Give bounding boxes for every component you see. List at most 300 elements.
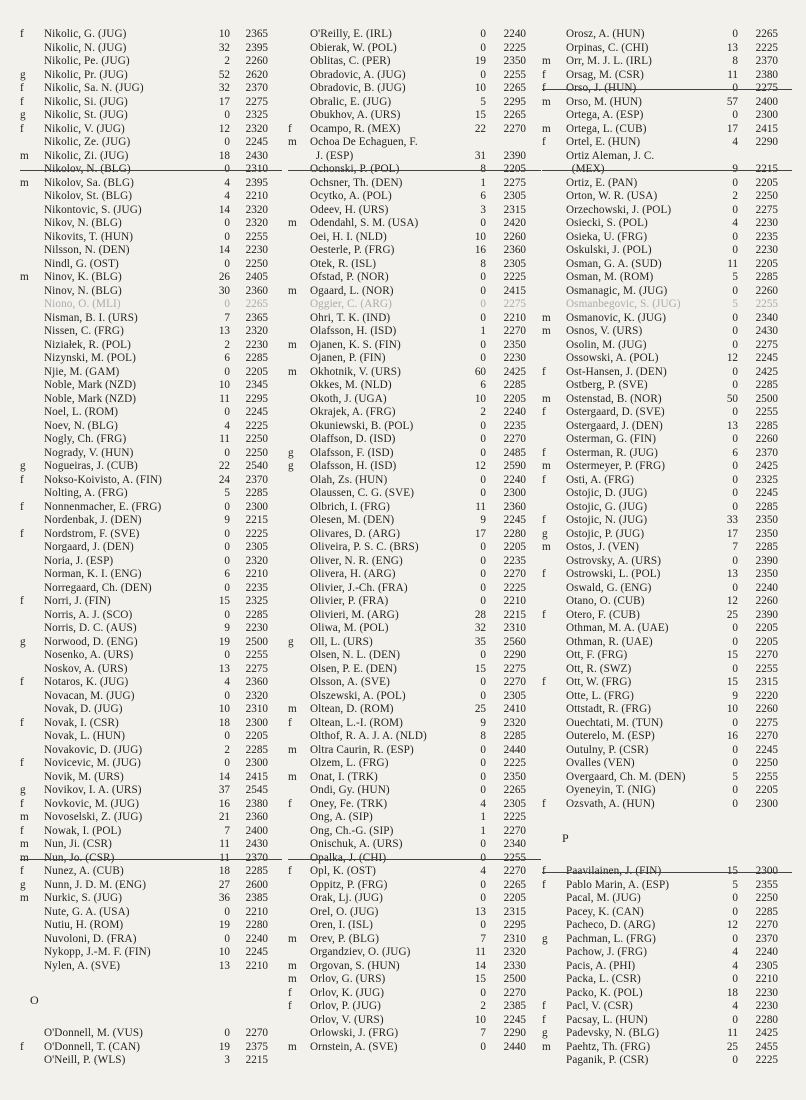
player-name: Nikolic, G. (JUG): [44, 28, 127, 40]
games-count: 0: [732, 109, 738, 121]
player-name: Novakovic, D. (JUG): [44, 743, 143, 756]
player-row: [20, 82, 282, 96]
games-count: 0: [732, 905, 738, 918]
player-row: [288, 96, 541, 110]
games-count: 11: [219, 392, 230, 405]
elo-rating: 2285: [245, 352, 268, 364]
elo-rating: 2500: [245, 635, 268, 648]
player-name: Ogaard, L. (NOR): [310, 284, 394, 297]
title-code: m: [288, 959, 297, 972]
player-name: O'Donnell, M. (VUS): [44, 1027, 144, 1039]
title-code: f: [542, 676, 546, 688]
player-name: Onat, I. (TRK): [310, 770, 378, 783]
player-row: [288, 312, 541, 326]
elo-rating: 2245: [245, 136, 268, 148]
title-code: m: [288, 365, 297, 378]
elo-rating: 2230: [755, 986, 778, 999]
player-row: [20, 757, 282, 771]
player-name: Novoselski, Z. (JUG): [44, 811, 143, 823]
title-code: g: [20, 784, 26, 796]
elo-rating: 2275: [755, 203, 778, 216]
elo-rating: 2240: [503, 28, 526, 40]
elo-rating: 2295: [503, 919, 526, 931]
games-count: 7: [224, 311, 230, 324]
player-name: Ostojic, P. (JUG): [566, 527, 645, 540]
elo-rating: 2285: [755, 905, 778, 918]
elo-rating: 2620: [245, 68, 268, 81]
player-name: Nikolic, Sa. N. (JUG): [44, 82, 144, 94]
elo-rating: 2415: [503, 284, 526, 297]
games-count: 25: [726, 1040, 738, 1053]
player-name: (MEX): [566, 163, 605, 175]
games-count: 6: [732, 446, 738, 459]
games-count: 8: [732, 55, 738, 67]
player-name: Ochoa De Echaguen, F.: [310, 136, 418, 148]
elo-rating: 2225: [503, 811, 526, 823]
player-row: [288, 730, 541, 744]
player-row: [542, 987, 792, 1001]
elo-rating: 2220: [755, 689, 778, 702]
elo-rating: 2545: [245, 784, 268, 796]
games-count: 13: [218, 662, 230, 675]
player-name: Olivares, D. (ARG): [310, 527, 401, 540]
player-row: [288, 757, 541, 771]
games-count: 0: [224, 581, 230, 594]
player-name: Orso, J. (HUN): [566, 82, 637, 94]
games-count: 0: [732, 176, 738, 189]
elo-rating: 2210: [503, 595, 526, 607]
player-name: Oblitas, C. (PER): [310, 55, 391, 67]
games-count: 0: [224, 689, 230, 702]
player-name: Oll, L. (URS): [310, 635, 373, 648]
player-name: Ninov, N. (BLG): [44, 284, 122, 297]
games-count: 10: [218, 28, 230, 40]
title-code: m: [288, 136, 297, 148]
games-count: 0: [224, 608, 230, 621]
player-row: [288, 420, 541, 434]
title-code: f: [20, 527, 24, 540]
elo-rating: 2300: [245, 757, 268, 769]
player-row: [288, 879, 541, 893]
player-name: Osnos, V. (URS): [566, 325, 643, 337]
player-row: [288, 595, 541, 609]
games-count: 0: [224, 1027, 230, 1039]
games-count: 6: [480, 379, 486, 391]
player-row: [542, 973, 792, 987]
player-row: [542, 946, 792, 960]
player-row: [542, 406, 792, 420]
player-name: Packa, L. (CSR): [566, 973, 641, 985]
games-count: 0: [732, 1013, 738, 1026]
games-count: 0: [732, 487, 738, 499]
player-row: [542, 879, 792, 893]
elo-rating: 2295: [503, 95, 526, 108]
games-count: 7: [224, 824, 230, 837]
player-name: Olivier, P. (FRA): [310, 595, 389, 607]
player-name: Packo, K. (POL): [566, 986, 643, 999]
games-count: 0: [480, 878, 486, 891]
games-count: 4: [224, 676, 230, 688]
player-name: Novak, I. (CSR): [44, 716, 119, 729]
player-row: [288, 69, 541, 83]
player-name: Paehtz, Th. (FRG): [566, 1040, 651, 1053]
player-name: Pacheco, D. (ARG): [566, 919, 656, 931]
elo-rating: 2370: [245, 473, 268, 486]
elo-rating: 2230: [755, 217, 778, 229]
title-code: m: [288, 284, 297, 297]
player-name: Ohri, T. K. (IND): [310, 311, 391, 324]
elo-rating: 2285: [245, 743, 268, 756]
games-count: 0: [732, 662, 738, 675]
games-count: 13: [726, 568, 738, 580]
player-row: [20, 96, 282, 110]
elo-rating: 2225: [755, 41, 778, 54]
elo-rating: 2205: [245, 365, 268, 378]
player-name: Noel, L. (ROM): [44, 406, 119, 418]
elo-rating: 2540: [245, 460, 268, 472]
games-count: 4: [224, 190, 230, 202]
title-code: f: [20, 500, 24, 513]
player-name: Oltean, L.-I. (ROM): [310, 716, 403, 729]
player-name: Ost-Hansen, J. (DEN): [566, 365, 667, 378]
games-count: 2: [224, 55, 230, 67]
elo-rating: 2210: [503, 311, 526, 324]
elo-rating: 2255: [755, 770, 778, 783]
player-row: [20, 1027, 282, 1041]
games-count: 0: [732, 784, 738, 796]
player-name: Ostergaard, D. (SVE): [566, 406, 665, 418]
player-name: Orlowski, J. (FRG): [310, 1027, 399, 1039]
player-name: Oliwa, M. (POL): [310, 622, 389, 634]
elo-rating: 2385: [245, 892, 268, 904]
player-row: [20, 960, 282, 974]
player-name: Nun, Ji. (CSR): [44, 838, 112, 850]
player-name: Othman, M. A. (UAE): [566, 622, 669, 634]
player-row: [20, 42, 282, 56]
player-row: [542, 906, 792, 920]
elo-rating: 2300: [755, 865, 778, 877]
player-row: [542, 96, 792, 110]
elo-rating: 2340: [503, 838, 526, 850]
title-code: m: [20, 851, 29, 864]
player-row: [542, 919, 792, 933]
player-row: [20, 622, 282, 636]
elo-rating: 2260: [755, 284, 778, 297]
title-code: f: [542, 514, 546, 526]
player-name: Osterman, G. (FIN): [566, 433, 657, 445]
player-row: [20, 69, 282, 83]
player-name: Nikolic, Si. (JUG): [44, 95, 128, 108]
games-count: 6: [480, 190, 486, 202]
elo-rating: 2245: [755, 487, 778, 499]
elo-rating: 2485: [503, 446, 526, 459]
elo-rating: 2440: [503, 1040, 526, 1053]
player-name: Olthof, R. A. J. A. (NLD): [310, 730, 427, 742]
games-count: 0: [224, 527, 230, 540]
player-row: [542, 190, 792, 204]
games-count: 2: [480, 406, 486, 418]
player-name: Olivera, H. (ARG): [310, 568, 396, 580]
elo-rating: 2260: [755, 433, 778, 445]
games-count: 0: [224, 109, 230, 121]
games-count: 13: [726, 41, 738, 54]
player-row: [542, 744, 792, 758]
games-count: 0: [732, 932, 738, 945]
player-row: [20, 798, 282, 812]
elo-rating: 2210: [245, 568, 268, 580]
player-name: Oren, I. (ISL): [310, 919, 373, 931]
title-code: g: [542, 527, 548, 540]
games-count: 7: [480, 1027, 486, 1039]
player-row: [542, 69, 792, 83]
elo-rating: 2280: [755, 1013, 778, 1026]
games-count: 26: [218, 271, 230, 283]
player-name: Norgaard, J. (DEN): [44, 541, 134, 553]
player-row: [542, 42, 792, 56]
elo-rating: 2455: [755, 1040, 778, 1053]
player-row: [542, 730, 792, 744]
player-name: Ozsvath, A. (HUN): [566, 797, 655, 810]
games-count: 0: [732, 743, 738, 756]
player-row: [20, 528, 282, 542]
player-name: Ochsner, Th. (DEN): [310, 176, 403, 189]
player-row: [20, 919, 282, 933]
games-count: 15: [726, 649, 738, 661]
player-row: [542, 717, 792, 731]
player-row: [288, 906, 541, 920]
player-name: Paganik, P. (CSR): [566, 1054, 649, 1066]
player-row: [288, 798, 541, 812]
player-row: [20, 582, 282, 596]
games-count: 0: [224, 541, 230, 553]
games-count: 0: [480, 649, 486, 661]
elo-rating: 2225: [503, 757, 526, 769]
player-row: [288, 771, 541, 785]
player-row: [288, 55, 541, 69]
elo-rating: 2405: [245, 271, 268, 283]
games-count: 22: [474, 122, 486, 135]
player-name: Nokso-Koivisto, A. (FIN): [44, 473, 163, 486]
player-name: Nizynski, M. (POL): [44, 352, 136, 364]
player-row: [20, 825, 282, 839]
player-row: [542, 784, 792, 798]
games-count: 0: [732, 757, 738, 769]
games-count: 4: [224, 176, 230, 189]
title-code: f: [542, 608, 546, 621]
games-count: 6: [224, 352, 230, 364]
player-name: Onischuk, A. (URS): [310, 838, 403, 850]
elo-rating: 2390: [755, 608, 778, 621]
elo-rating: 2320: [245, 689, 268, 702]
player-name: O'Donnell, T. (CAN): [44, 1040, 141, 1053]
player-row: [542, 501, 792, 515]
player-name: Oney, Fe. (TRK): [310, 797, 388, 810]
elo-rating: 2245: [755, 352, 778, 364]
elo-rating: 2370: [755, 932, 778, 945]
player-name: Orpinas, C. (CHI): [566, 41, 649, 54]
player-name: Nunn, J. D. M. (ENG): [44, 878, 147, 891]
elo-rating: 2270: [755, 730, 778, 742]
elo-rating: 2590: [503, 460, 526, 472]
elo-rating: 2250: [245, 433, 268, 445]
games-count: 15: [726, 865, 738, 877]
games-count: 0: [224, 365, 230, 378]
elo-rating: 2360: [245, 811, 268, 823]
elo-rating: 2260: [755, 703, 778, 715]
games-count: 19: [218, 1040, 230, 1053]
elo-rating: 2205: [755, 257, 778, 270]
elo-rating: 2230: [245, 338, 268, 351]
player-name: Oliver, N. R. (ENG): [310, 554, 403, 567]
elo-rating: 2235: [503, 419, 526, 432]
player-row: [20, 460, 282, 474]
games-count: 12: [474, 460, 486, 472]
player-name: Outulny, P. (CSR): [566, 743, 649, 756]
elo-rating: 2275: [503, 298, 526, 310]
elo-rating: 2205: [755, 784, 778, 796]
elo-rating: 2260: [503, 230, 526, 243]
elo-rating: 2430: [245, 149, 268, 162]
player-row: [20, 730, 282, 744]
elo-rating: 2240: [503, 473, 526, 486]
title-code: g: [288, 446, 294, 459]
elo-rating: 2270: [503, 433, 526, 445]
elo-rating: 2230: [503, 352, 526, 364]
elo-rating: 2285: [755, 500, 778, 513]
title-code: g: [20, 68, 26, 81]
games-count: 13: [474, 905, 486, 918]
player-name: Nindl, G. (OST): [44, 257, 119, 270]
elo-rating: 2205: [755, 176, 778, 189]
player-row: [288, 865, 541, 879]
player-row: [288, 1014, 541, 1028]
player-name: Overgaard, Ch. M. (DEN): [566, 770, 686, 783]
elo-rating: 2320: [245, 217, 268, 229]
elo-rating: 2225: [503, 271, 526, 283]
player-name: Ottstadt, R. (FRG): [566, 703, 652, 715]
elo-rating: 2215: [245, 1054, 268, 1066]
player-name: Norregaard, Ch. (DEN): [44, 581, 152, 594]
player-row: [542, 285, 792, 299]
games-count: 0: [224, 554, 230, 567]
games-count: 0: [732, 973, 738, 985]
games-count: 0: [480, 986, 486, 999]
player-name: Nikolic, V. (JUG): [44, 122, 125, 135]
elo-rating: 2265: [503, 109, 526, 121]
player-row: [288, 123, 541, 137]
games-count: 8: [480, 730, 486, 742]
elo-rating: 2275: [755, 338, 778, 351]
elo-rating: 2410: [503, 703, 526, 715]
column-right: [542, 28, 792, 1068]
title-code: m: [288, 1040, 297, 1053]
elo-rating: 2350: [503, 55, 526, 67]
player-row: [20, 447, 282, 461]
games-count: 0: [480, 217, 486, 229]
player-row: [288, 514, 541, 528]
player-row: [288, 1027, 541, 1041]
player-row: [20, 109, 282, 123]
player-name: Ortiz, E. (PAN): [566, 176, 638, 189]
title-code: f: [288, 986, 292, 999]
games-count: 18: [726, 986, 738, 999]
player-name: Noble, Mark (NZD): [44, 379, 137, 391]
elo-rating: 2370: [245, 82, 268, 94]
elo-rating: 2360: [245, 284, 268, 297]
player-row: [542, 703, 792, 717]
games-count: 10: [474, 392, 486, 405]
title-code: m: [542, 311, 551, 324]
games-count: 0: [732, 635, 738, 648]
title-code: f: [542, 797, 546, 810]
player-row: [542, 150, 792, 164]
player-name: Noria, J. (ESP): [44, 554, 114, 567]
player-row: [288, 582, 541, 596]
elo-rating: 2250: [245, 446, 268, 459]
elo-rating: 2560: [503, 635, 526, 648]
player-name: Olafsson, H. (ISD): [310, 460, 397, 472]
player-row: [20, 744, 282, 758]
player-row: [288, 163, 541, 177]
games-count: 0: [480, 338, 486, 351]
player-row: [542, 82, 792, 96]
games-count: 32: [218, 41, 230, 54]
title-code: f: [20, 824, 24, 837]
player-row: [20, 190, 282, 204]
games-count: 15: [218, 595, 230, 607]
elo-rating: 2245: [503, 514, 526, 526]
player-row: [288, 136, 541, 150]
games-count: 0: [732, 379, 738, 391]
player-name: Ossowski, A. (POL): [566, 352, 659, 364]
player-row: [20, 933, 282, 947]
player-name: J. (ESP): [310, 149, 354, 162]
player-name: Novicevic, M. (JUG): [44, 757, 141, 769]
player-row: [542, 460, 792, 474]
elo-rating: 2275: [503, 662, 526, 675]
player-name: Nogueiras, J. (CUB): [44, 460, 138, 472]
elo-rating: 2255: [755, 406, 778, 418]
elo-rating: 2415: [755, 122, 778, 135]
games-count: 0: [732, 28, 738, 40]
elo-rating: 2260: [245, 55, 268, 67]
player-name: Otte, L. (FRG): [566, 689, 634, 702]
games-count: 0: [224, 406, 230, 418]
player-name: Olzem, L. (FRG): [310, 757, 389, 769]
games-count: 7: [732, 541, 738, 553]
games-count: 27: [218, 878, 230, 891]
games-count: 0: [732, 284, 738, 297]
player-name: Organdziev, O. (JUG): [310, 946, 411, 958]
player-name: Oesterle, P. (FRG): [310, 244, 395, 256]
games-count: 19: [474, 55, 486, 67]
column-middle: [288, 28, 541, 1054]
games-count: 12: [218, 122, 230, 135]
player-name: Nissen, C. (FRG): [44, 325, 124, 337]
elo-rating: 2305: [503, 689, 526, 702]
player-name: Pachman, L. (FRG): [566, 932, 656, 945]
title-code: f: [542, 446, 546, 459]
player-name: Nilsson, N. (DEN): [44, 244, 130, 256]
elo-rating: 2245: [245, 406, 268, 418]
player-name: Odeev, H. (URS): [310, 203, 389, 216]
elo-rating: 2310: [245, 163, 268, 175]
player-name: Okkes, M. (NLD): [310, 379, 392, 391]
player-name: Opl, K. (OST): [310, 865, 376, 877]
player-name: Olszewski, A. (POL): [310, 689, 406, 702]
games-count: 36: [218, 892, 230, 904]
player-row: [288, 838, 541, 852]
